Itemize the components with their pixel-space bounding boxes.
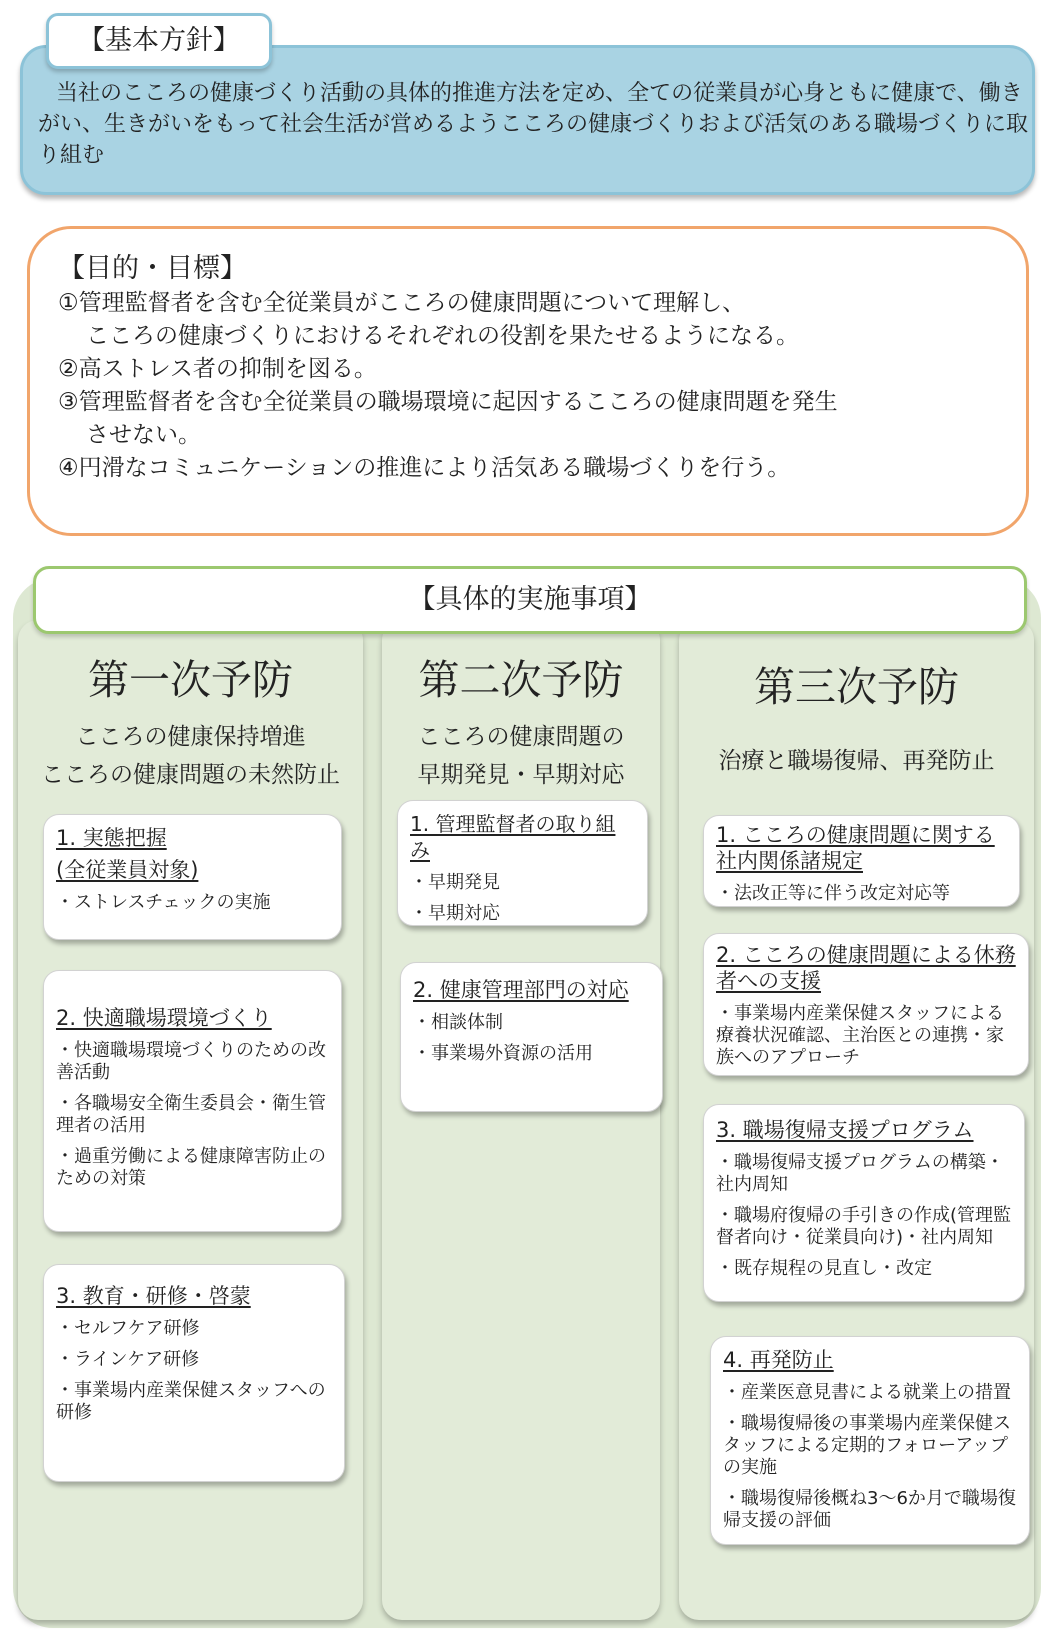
card-title: 1. 管理監督者の取り組み — [410, 812, 616, 862]
card-item: ・早期発見 — [410, 872, 500, 893]
goal-item-3 — [58, 386, 1026, 452]
card-title: 4. 再発防止 — [723, 1348, 834, 1372]
card-title: 1. こころの健康問題に関する社内関係諸規定 — [716, 823, 995, 873]
card-item: ・産業医意見書による就業上の措置 — [723, 1382, 1011, 1403]
goals-box — [27, 226, 1029, 536]
implementation-title: 【具体的実施事項】 — [33, 566, 1027, 634]
card-title: 2. 快適職場環境づくり — [56, 1006, 272, 1030]
card-tertiary-4 — [710, 1336, 1030, 1545]
card-primary-3 — [43, 1264, 345, 1482]
card-item: ・既存規程の見直し・改定 — [716, 1258, 932, 1279]
card-item: ・法改正等に伴う改定対応等 — [716, 883, 950, 904]
card-item: ・職場復帰後の事業場内産業保健スタッフによる定期的フォローアップの実施 — [723, 1413, 1011, 1478]
card-item: ・セルフケア研修 — [56, 1318, 200, 1339]
card-item: ・早期対応 — [410, 903, 500, 924]
card-secondary-2 — [400, 962, 663, 1112]
card-item: ・事業場内産業保健スタッフによる療養状況確認、主治医との連携・家族へのアプローチ — [716, 1003, 1004, 1068]
card-item: ・職場復帰支援プログラムの構築・社内周知 — [716, 1152, 1004, 1195]
card-title: 3. 教育・研修・啓蒙 — [56, 1284, 251, 1308]
card-item: ・ストレスチェックの実施 — [56, 892, 271, 913]
card-secondary-1 — [397, 800, 648, 926]
goal-item-2 — [58, 353, 1026, 386]
card-title: 2. 健康管理部門の対応 — [413, 978, 629, 1002]
column-subtitle-secondary-2: 早期発見・早期対応 — [417, 762, 625, 788]
card-item: ・職場復帰後概ね3～6か月で職場復帰支援の評価 — [723, 1488, 1016, 1531]
card-primary-2 — [43, 970, 342, 1232]
column-title-secondary: 第二次予防 — [418, 656, 624, 704]
card-tertiary-1 — [703, 815, 1020, 907]
card-item: ・相談体制 — [413, 1012, 503, 1033]
card-item: ・ラインケア研修 — [56, 1349, 200, 1370]
card-tertiary-3 — [703, 1104, 1025, 1302]
goal-3-line-1: ③管理監督者を含む全従業員の職場環境に起因するこころの健康問題を発生 — [58, 389, 838, 415]
card-item: ・過重労働による健康障害防止のための対策 — [56, 1146, 326, 1189]
card-item: ・事業場内産業保健スタッフへの研修 — [56, 1380, 326, 1423]
card-primary-1 — [43, 814, 342, 940]
column-subtitle-secondary-1: こころの健康問題の — [417, 724, 625, 750]
card-tertiary-2 — [703, 933, 1029, 1076]
card-title: 2. こころの健康問題による休務者への支援 — [716, 943, 1016, 993]
card-title-sub: (全従業員対象) — [56, 858, 199, 882]
card-item: ・各職場安全衛生委員会・衛生管理者の活用 — [56, 1093, 326, 1136]
card-title: 1. 実態把握 — [56, 826, 167, 850]
basic-policy-text: 当社のこころの健康づくり活動の具体的推進方法を定め、全ての従業員が心身ともに健康で、働きがい、生きがいをもって社会生活が営めるようこころの健康づくりおよび活気のある職場づくりに取り組む — [38, 81, 1029, 168]
goal-item-4 — [58, 452, 1026, 485]
column-subtitle-primary-2: こころの健康問題の未然防止 — [41, 762, 340, 788]
card-item: ・事業場外資源の活用 — [413, 1043, 593, 1064]
column-subtitle-tertiary-1: 治療と職場復帰、再発防止 — [718, 748, 995, 774]
goal-item-1 — [58, 287, 1026, 353]
column-subtitle-primary-1: こころの健康保持増進 — [75, 724, 306, 750]
column-title-primary: 第一次予防 — [88, 656, 293, 704]
goal-3-line-2: させない。 — [86, 422, 201, 448]
column-title-tertiary: 第三次予防 — [754, 663, 959, 711]
card-item: ・快適職場環境づくりのための改善活動 — [56, 1040, 326, 1083]
goal-4-line-1: ④円滑なコミュニケーションの推進により活気ある職場づくりを行う。 — [58, 455, 791, 481]
goal-1-line-1: ①管理監督者を含む全従業員がこころの健康問題について理解し、 — [58, 290, 746, 316]
goals-title: 【目的・目標】 — [58, 253, 247, 284]
basic-policy-title: 【基本方針】 — [46, 13, 272, 69]
card-title: 3. 職場復帰支援プログラム — [716, 1118, 974, 1142]
goal-1-line-2: こころの健康づくりにおけるそれぞれの役割を果たせるようになる。 — [86, 323, 799, 349]
card-item: ・職場府復帰の手引きの作成(管理監督者向け・従業員向け)・社内周知 — [716, 1205, 1012, 1248]
goal-2-line-1: ②高ストレス者の抑制を図る。 — [58, 356, 377, 382]
